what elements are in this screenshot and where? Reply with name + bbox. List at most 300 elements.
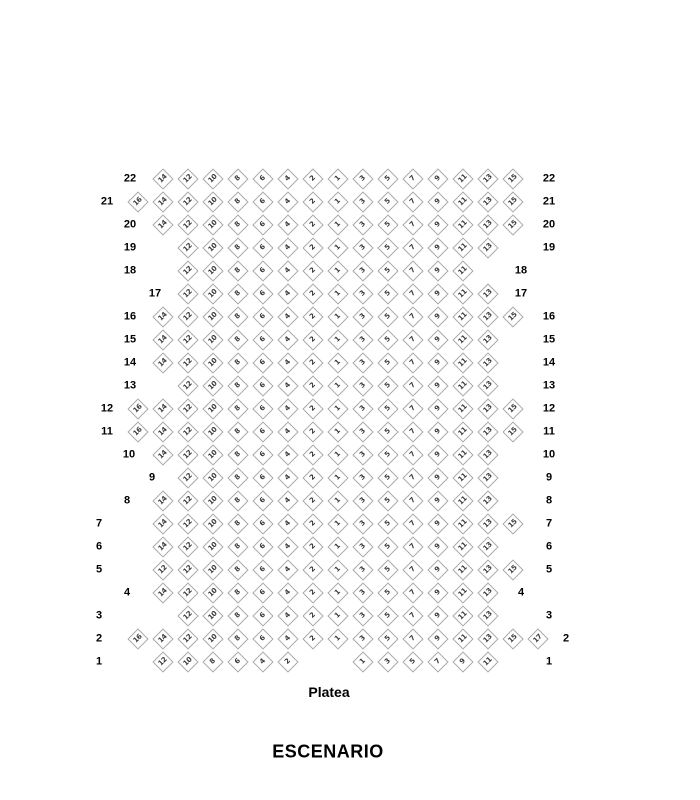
- seat-row15-num4[interactable]: [277, 329, 298, 350]
- seat-row20-num1[interactable]: [327, 214, 348, 235]
- seat-row20-num11[interactable]: [452, 214, 473, 235]
- seat-row2-num8[interactable]: [227, 628, 248, 649]
- seat-row20-num6[interactable]: [252, 214, 273, 235]
- seat-row18-num7[interactable]: [402, 260, 423, 281]
- seat-row8-num11[interactable]: [452, 490, 473, 511]
- seat-row16-num1[interactable]: [327, 306, 348, 327]
- seat-row17-num12[interactable]: [177, 283, 198, 304]
- seat-row16-num13[interactable]: [477, 306, 498, 327]
- seat-row3-num4[interactable]: [277, 605, 298, 626]
- seat-row6-num12[interactable]: [177, 536, 198, 557]
- seat-row5-num3[interactable]: [352, 559, 373, 580]
- seat-row10-num1[interactable]: [327, 444, 348, 465]
- seat-row19-num3[interactable]: [352, 237, 373, 258]
- seat-row16-num12[interactable]: [177, 306, 198, 327]
- seat-row9-num8[interactable]: [227, 467, 248, 488]
- seat-row6-num5[interactable]: [377, 536, 398, 557]
- seat-row22-num9[interactable]: [427, 168, 448, 189]
- seat-row13-num11[interactable]: [452, 375, 473, 396]
- seat-row22-num1[interactable]: [327, 168, 348, 189]
- seat-row15-num3[interactable]: [352, 329, 373, 350]
- seat-row4-num4[interactable]: [277, 582, 298, 603]
- seat-row5-num15[interactable]: [502, 559, 523, 580]
- seat-row16-num10[interactable]: [202, 306, 223, 327]
- seat-row5-num12[interactable]: [152, 559, 173, 580]
- seat-row7-num1[interactable]: [327, 513, 348, 534]
- seat-row19-num2[interactable]: [302, 237, 323, 258]
- seat-row15-num9[interactable]: [427, 329, 448, 350]
- seat-row14-num3[interactable]: [352, 352, 373, 373]
- seat-row20-num10[interactable]: [202, 214, 223, 235]
- seat-row19-num6[interactable]: [252, 237, 273, 258]
- seat-row21-num6[interactable]: [252, 191, 273, 212]
- seat-row17-num3[interactable]: [352, 283, 373, 304]
- seat-row2-num10[interactable]: [202, 628, 223, 649]
- seat-row7-num15[interactable]: [502, 513, 523, 534]
- seat-row18-num1[interactable]: [327, 260, 348, 281]
- seat-row19-num1[interactable]: [327, 237, 348, 258]
- seat-row16-num11[interactable]: [452, 306, 473, 327]
- seat-row9-num11[interactable]: [452, 467, 473, 488]
- seat-row8-num8[interactable]: [227, 490, 248, 511]
- seat-row19-num9[interactable]: [427, 237, 448, 258]
- seat-row13-num2[interactable]: [302, 375, 323, 396]
- seat-row22-num2[interactable]: [302, 168, 323, 189]
- seat-row15-num7[interactable]: [402, 329, 423, 350]
- seat-row8-num1[interactable]: [327, 490, 348, 511]
- seat-row14-num13[interactable]: [477, 352, 498, 373]
- seat-row9-num13[interactable]: [477, 467, 498, 488]
- seat-row11-num4[interactable]: [277, 421, 298, 442]
- seat-row6-num14[interactable]: [152, 536, 173, 557]
- seat-row1-num7[interactable]: [427, 651, 448, 672]
- seat-row14-num5[interactable]: [377, 352, 398, 373]
- seat-row7-num2[interactable]: [302, 513, 323, 534]
- seat-row12-num2[interactable]: [302, 398, 323, 419]
- seat-row14-num6[interactable]: [252, 352, 273, 373]
- seat-row11-num5[interactable]: [377, 421, 398, 442]
- seat-row8-num13[interactable]: [477, 490, 498, 511]
- seat-row17-num8[interactable]: [227, 283, 248, 304]
- seat-row10-num6[interactable]: [252, 444, 273, 465]
- seat-row4-num13[interactable]: [477, 582, 498, 603]
- seat-row9-num7[interactable]: [402, 467, 423, 488]
- seat-row18-num9[interactable]: [427, 260, 448, 281]
- seat-row14-num10[interactable]: [202, 352, 223, 373]
- seat-row7-num6[interactable]: [252, 513, 273, 534]
- seat-row9-num12[interactable]: [177, 467, 198, 488]
- seat-row2-num6[interactable]: [252, 628, 273, 649]
- seat-row4-num9[interactable]: [427, 582, 448, 603]
- seat-row22-num15[interactable]: [502, 168, 523, 189]
- seat-row2-num3[interactable]: [352, 628, 373, 649]
- seat-row15-num1[interactable]: [327, 329, 348, 350]
- seat-row1-num3[interactable]: [377, 651, 398, 672]
- seat-row21-num14[interactable]: [152, 191, 173, 212]
- seat-row22-num4[interactable]: [277, 168, 298, 189]
- seat-row8-num3[interactable]: [352, 490, 373, 511]
- seat-row4-num6[interactable]: [252, 582, 273, 603]
- seat-row20-num3[interactable]: [352, 214, 373, 235]
- seat-row16-num5[interactable]: [377, 306, 398, 327]
- seat-row1-num1[interactable]: [352, 651, 373, 672]
- seat-row12-num16[interactable]: [127, 398, 148, 419]
- seat-row17-num13[interactable]: [477, 283, 498, 304]
- seat-row15-num11[interactable]: [452, 329, 473, 350]
- seat-row12-num1[interactable]: [327, 398, 348, 419]
- seat-row1-num9[interactable]: [452, 651, 473, 672]
- seat-row3-num7[interactable]: [402, 605, 423, 626]
- seat-row3-num9[interactable]: [427, 605, 448, 626]
- seat-row11-num7[interactable]: [402, 421, 423, 442]
- seat-row12-num13[interactable]: [477, 398, 498, 419]
- seat-row5-num8[interactable]: [227, 559, 248, 580]
- seat-row5-num9[interactable]: [427, 559, 448, 580]
- seat-row12-num5[interactable]: [377, 398, 398, 419]
- seat-row20-num9[interactable]: [427, 214, 448, 235]
- seat-row22-num5[interactable]: [377, 168, 398, 189]
- seat-row11-num9[interactable]: [427, 421, 448, 442]
- seat-row2-num15[interactable]: [502, 628, 523, 649]
- seat-row19-num4[interactable]: [277, 237, 298, 258]
- seat-row18-num12[interactable]: [177, 260, 198, 281]
- seat-row4-num14[interactable]: [152, 582, 173, 603]
- seat-row10-num3[interactable]: [352, 444, 373, 465]
- seat-row11-num8[interactable]: [227, 421, 248, 442]
- seat-row22-num10[interactable]: [202, 168, 223, 189]
- seat-row1-num10[interactable]: [177, 651, 198, 672]
- seat-row20-num4[interactable]: [277, 214, 298, 235]
- seat-row3-num2[interactable]: [302, 605, 323, 626]
- seat-row6-num4[interactable]: [277, 536, 298, 557]
- seat-row14-num12[interactable]: [177, 352, 198, 373]
- seat-row10-num14[interactable]: [152, 444, 173, 465]
- seat-row11-num15[interactable]: [502, 421, 523, 442]
- seat-row5-num1[interactable]: [327, 559, 348, 580]
- seat-row13-num12[interactable]: [177, 375, 198, 396]
- seat-row20-num13[interactable]: [477, 214, 498, 235]
- seat-row11-num10[interactable]: [202, 421, 223, 442]
- seat-row19-num12[interactable]: [177, 237, 198, 258]
- seat-row12-num9[interactable]: [427, 398, 448, 419]
- seat-row16-num6[interactable]: [252, 306, 273, 327]
- seat-row7-num13[interactable]: [477, 513, 498, 534]
- seat-row21-num13[interactable]: [477, 191, 498, 212]
- seat-row21-num10[interactable]: [202, 191, 223, 212]
- seat-row1-num11[interactable]: [477, 651, 498, 672]
- seat-row2-num17[interactable]: [527, 628, 548, 649]
- seat-row8-num4[interactable]: [277, 490, 298, 511]
- seat-row5-num6[interactable]: [252, 559, 273, 580]
- seat-row5-num2[interactable]: [302, 559, 323, 580]
- seat-row17-num11[interactable]: [452, 283, 473, 304]
- seat-row7-num11[interactable]: [452, 513, 473, 534]
- seat-row16-num4[interactable]: [277, 306, 298, 327]
- seat-row12-num14[interactable]: [152, 398, 173, 419]
- seat-row4-num8[interactable]: [227, 582, 248, 603]
- seat-row3-num5[interactable]: [377, 605, 398, 626]
- seat-row10-num13[interactable]: [477, 444, 498, 465]
- seat-row13-num4[interactable]: [277, 375, 298, 396]
- seat-row11-num14[interactable]: [152, 421, 173, 442]
- seat-row19-num8[interactable]: [227, 237, 248, 258]
- seat-row14-num9[interactable]: [427, 352, 448, 373]
- seat-row6-num13[interactable]: [477, 536, 498, 557]
- seat-row5-num7[interactable]: [402, 559, 423, 580]
- seat-row14-num4[interactable]: [277, 352, 298, 373]
- seat-row6-num6[interactable]: [252, 536, 273, 557]
- seat-row2-num4[interactable]: [277, 628, 298, 649]
- seat-row21-num3[interactable]: [352, 191, 373, 212]
- seat-row3-num11[interactable]: [452, 605, 473, 626]
- seat-row4-num10[interactable]: [202, 582, 223, 603]
- seat-row17-num5[interactable]: [377, 283, 398, 304]
- seat-row18-num2[interactable]: [302, 260, 323, 281]
- seat-row12-num3[interactable]: [352, 398, 373, 419]
- seat-row1-num2[interactable]: [277, 651, 298, 672]
- seat-row3-num3[interactable]: [352, 605, 373, 626]
- seat-row5-num10[interactable]: [202, 559, 223, 580]
- seat-row2-num7[interactable]: [402, 628, 423, 649]
- seat-row11-num12[interactable]: [177, 421, 198, 442]
- seat-row14-num11[interactable]: [452, 352, 473, 373]
- seat-row18-num4[interactable]: [277, 260, 298, 281]
- seat-row4-num12[interactable]: [177, 582, 198, 603]
- seat-row12-num11[interactable]: [452, 398, 473, 419]
- seat-row14-num8[interactable]: [227, 352, 248, 373]
- seat-row12-num15[interactable]: [502, 398, 523, 419]
- seat-row21-num9[interactable]: [427, 191, 448, 212]
- seat-row21-num7[interactable]: [402, 191, 423, 212]
- seat-row9-num10[interactable]: [202, 467, 223, 488]
- seat-row22-num8[interactable]: [227, 168, 248, 189]
- seat-row15-num10[interactable]: [202, 329, 223, 350]
- seat-row14-num2[interactable]: [302, 352, 323, 373]
- seat-row19-num5[interactable]: [377, 237, 398, 258]
- seat-row18-num6[interactable]: [252, 260, 273, 281]
- seat-row18-num3[interactable]: [352, 260, 373, 281]
- seat-row15-num13[interactable]: [477, 329, 498, 350]
- seat-row20-num2[interactable]: [302, 214, 323, 235]
- seat-row9-num6[interactable]: [252, 467, 273, 488]
- seat-row3-num12[interactable]: [177, 605, 198, 626]
- seat-row3-num10[interactable]: [202, 605, 223, 626]
- seat-row16-num8[interactable]: [227, 306, 248, 327]
- seat-row12-num4[interactable]: [277, 398, 298, 419]
- seat-row10-num4[interactable]: [277, 444, 298, 465]
- seat-row11-num16[interactable]: [127, 421, 148, 442]
- seat-row7-num14[interactable]: [152, 513, 173, 534]
- seat-row7-num10[interactable]: [202, 513, 223, 534]
- seat-row2-num2[interactable]: [302, 628, 323, 649]
- seat-row15-num12[interactable]: [177, 329, 198, 350]
- seat-row4-num11[interactable]: [452, 582, 473, 603]
- seat-row22-num13[interactable]: [477, 168, 498, 189]
- seat-row2-num14[interactable]: [152, 628, 173, 649]
- seat-row14-num7[interactable]: [402, 352, 423, 373]
- seat-row16-num2[interactable]: [302, 306, 323, 327]
- seat-row3-num8[interactable]: [227, 605, 248, 626]
- seat-row5-num11[interactable]: [452, 559, 473, 580]
- seat-row13-num1[interactable]: [327, 375, 348, 396]
- seat-row20-num14[interactable]: [152, 214, 173, 235]
- seat-row1-num12[interactable]: [152, 651, 173, 672]
- seat-row14-num14[interactable]: [152, 352, 173, 373]
- seat-row10-num2[interactable]: [302, 444, 323, 465]
- seat-row4-num5[interactable]: [377, 582, 398, 603]
- seat-row3-num6[interactable]: [252, 605, 273, 626]
- seat-row21-num1[interactable]: [327, 191, 348, 212]
- seat-row17-num9[interactable]: [427, 283, 448, 304]
- seat-row16-num7[interactable]: [402, 306, 423, 327]
- seat-row21-num8[interactable]: [227, 191, 248, 212]
- seat-row19-num13[interactable]: [477, 237, 498, 258]
- seat-row2-num12[interactable]: [177, 628, 198, 649]
- seat-row16-num9[interactable]: [427, 306, 448, 327]
- seat-row6-num11[interactable]: [452, 536, 473, 557]
- seat-row2-num5[interactable]: [377, 628, 398, 649]
- seat-row22-num7[interactable]: [402, 168, 423, 189]
- seat-row8-num2[interactable]: [302, 490, 323, 511]
- seat-row22-num3[interactable]: [352, 168, 373, 189]
- seat-row13-num10[interactable]: [202, 375, 223, 396]
- seat-row11-num3[interactable]: [352, 421, 373, 442]
- seat-row2-num1[interactable]: [327, 628, 348, 649]
- seat-row5-num13[interactable]: [477, 559, 498, 580]
- seat-row20-num8[interactable]: [227, 214, 248, 235]
- seat-row1-num4[interactable]: [252, 651, 273, 672]
- seat-row13-num7[interactable]: [402, 375, 423, 396]
- seat-row8-num6[interactable]: [252, 490, 273, 511]
- seat-row22-num6[interactable]: [252, 168, 273, 189]
- seat-row8-num12[interactable]: [177, 490, 198, 511]
- seat-row13-num9[interactable]: [427, 375, 448, 396]
- seat-row13-num8[interactable]: [227, 375, 248, 396]
- seat-row15-num14[interactable]: [152, 329, 173, 350]
- seat-row11-num1[interactable]: [327, 421, 348, 442]
- seat-row7-num9[interactable]: [427, 513, 448, 534]
- seat-row21-num11[interactable]: [452, 191, 473, 212]
- seat-row12-num8[interactable]: [227, 398, 248, 419]
- seat-row9-num5[interactable]: [377, 467, 398, 488]
- seat-row19-num7[interactable]: [402, 237, 423, 258]
- seat-row7-num3[interactable]: [352, 513, 373, 534]
- seat-row2-num13[interactable]: [477, 628, 498, 649]
- seat-row6-num8[interactable]: [227, 536, 248, 557]
- seat-row7-num8[interactable]: [227, 513, 248, 534]
- seat-row10-num10[interactable]: [202, 444, 223, 465]
- seat-row20-num15[interactable]: [502, 214, 523, 235]
- seat-row11-num13[interactable]: [477, 421, 498, 442]
- seat-row8-num10[interactable]: [202, 490, 223, 511]
- seat-row3-num13[interactable]: [477, 605, 498, 626]
- seat-row17-num7[interactable]: [402, 283, 423, 304]
- seat-row16-num14[interactable]: [152, 306, 173, 327]
- seat-row1-num8[interactable]: [202, 651, 223, 672]
- seat-row21-num2[interactable]: [302, 191, 323, 212]
- seat-row8-num9[interactable]: [427, 490, 448, 511]
- seat-row16-num15[interactable]: [502, 306, 523, 327]
- seat-row19-num11[interactable]: [452, 237, 473, 258]
- seat-row15-num8[interactable]: [227, 329, 248, 350]
- seat-row5-num4[interactable]: [277, 559, 298, 580]
- seat-row6-num9[interactable]: [427, 536, 448, 557]
- seat-row7-num4[interactable]: [277, 513, 298, 534]
- seat-row20-num5[interactable]: [377, 214, 398, 235]
- seat-row4-num3[interactable]: [352, 582, 373, 603]
- seat-row2-num9[interactable]: [427, 628, 448, 649]
- seat-row6-num3[interactable]: [352, 536, 373, 557]
- seat-row18-num8[interactable]: [227, 260, 248, 281]
- seat-row11-num2[interactable]: [302, 421, 323, 442]
- seat-row8-num14[interactable]: [152, 490, 173, 511]
- seat-row17-num10[interactable]: [202, 283, 223, 304]
- seat-row10-num12[interactable]: [177, 444, 198, 465]
- seat-row13-num6[interactable]: [252, 375, 273, 396]
- seat-row4-num2[interactable]: [302, 582, 323, 603]
- seat-row3-num1[interactable]: [327, 605, 348, 626]
- seat-row9-num1[interactable]: [327, 467, 348, 488]
- seat-row9-num2[interactable]: [302, 467, 323, 488]
- seat-row14-num1[interactable]: [327, 352, 348, 373]
- seat-row18-num11[interactable]: [452, 260, 473, 281]
- seat-row12-num12[interactable]: [177, 398, 198, 419]
- seat-row21-num4[interactable]: [277, 191, 298, 212]
- seat-row17-num2[interactable]: [302, 283, 323, 304]
- seat-row7-num5[interactable]: [377, 513, 398, 534]
- seat-row15-num5[interactable]: [377, 329, 398, 350]
- seat-row5-num5[interactable]: [377, 559, 398, 580]
- seat-row1-num5[interactable]: [402, 651, 423, 672]
- seat-row15-num2[interactable]: [302, 329, 323, 350]
- seat-row10-num7[interactable]: [402, 444, 423, 465]
- seat-row6-num10[interactable]: [202, 536, 223, 557]
- seat-row22-num11[interactable]: [452, 168, 473, 189]
- seat-row10-num11[interactable]: [452, 444, 473, 465]
- seat-row20-num7[interactable]: [402, 214, 423, 235]
- seat-row10-num8[interactable]: [227, 444, 248, 465]
- seat-row6-num2[interactable]: [302, 536, 323, 557]
- seat-row21-num16[interactable]: [127, 191, 148, 212]
- seat-row17-num6[interactable]: [252, 283, 273, 304]
- seat-row10-num5[interactable]: [377, 444, 398, 465]
- seat-row16-num3[interactable]: [352, 306, 373, 327]
- seat-row7-num7[interactable]: [402, 513, 423, 534]
- seat-row11-num11[interactable]: [452, 421, 473, 442]
- seat-row2-num11[interactable]: [452, 628, 473, 649]
- seat-row7-num12[interactable]: [177, 513, 198, 534]
- seat-row22-num14[interactable]: [152, 168, 173, 189]
- seat-row21-num15[interactable]: [502, 191, 523, 212]
- seat-row12-num7[interactable]: [402, 398, 423, 419]
- seat-row9-num4[interactable]: [277, 467, 298, 488]
- seat-row13-num3[interactable]: [352, 375, 373, 396]
- seat-row8-num7[interactable]: [402, 490, 423, 511]
- seat-row11-num6[interactable]: [252, 421, 273, 442]
- seat-row18-num5[interactable]: [377, 260, 398, 281]
- seat-row6-num1[interactable]: [327, 536, 348, 557]
- seat-row2-num16[interactable]: [127, 628, 148, 649]
- seat-row19-num10[interactable]: [202, 237, 223, 258]
- seat-row13-num13[interactable]: [477, 375, 498, 396]
- seat-row8-num5[interactable]: [377, 490, 398, 511]
- seat-row17-num4[interactable]: [277, 283, 298, 304]
- seat-row15-num6[interactable]: [252, 329, 273, 350]
- seat-row12-num10[interactable]: [202, 398, 223, 419]
- seat-row9-num3[interactable]: [352, 467, 373, 488]
- seat-row12-num6[interactable]: [252, 398, 273, 419]
- seat-row21-num5[interactable]: [377, 191, 398, 212]
